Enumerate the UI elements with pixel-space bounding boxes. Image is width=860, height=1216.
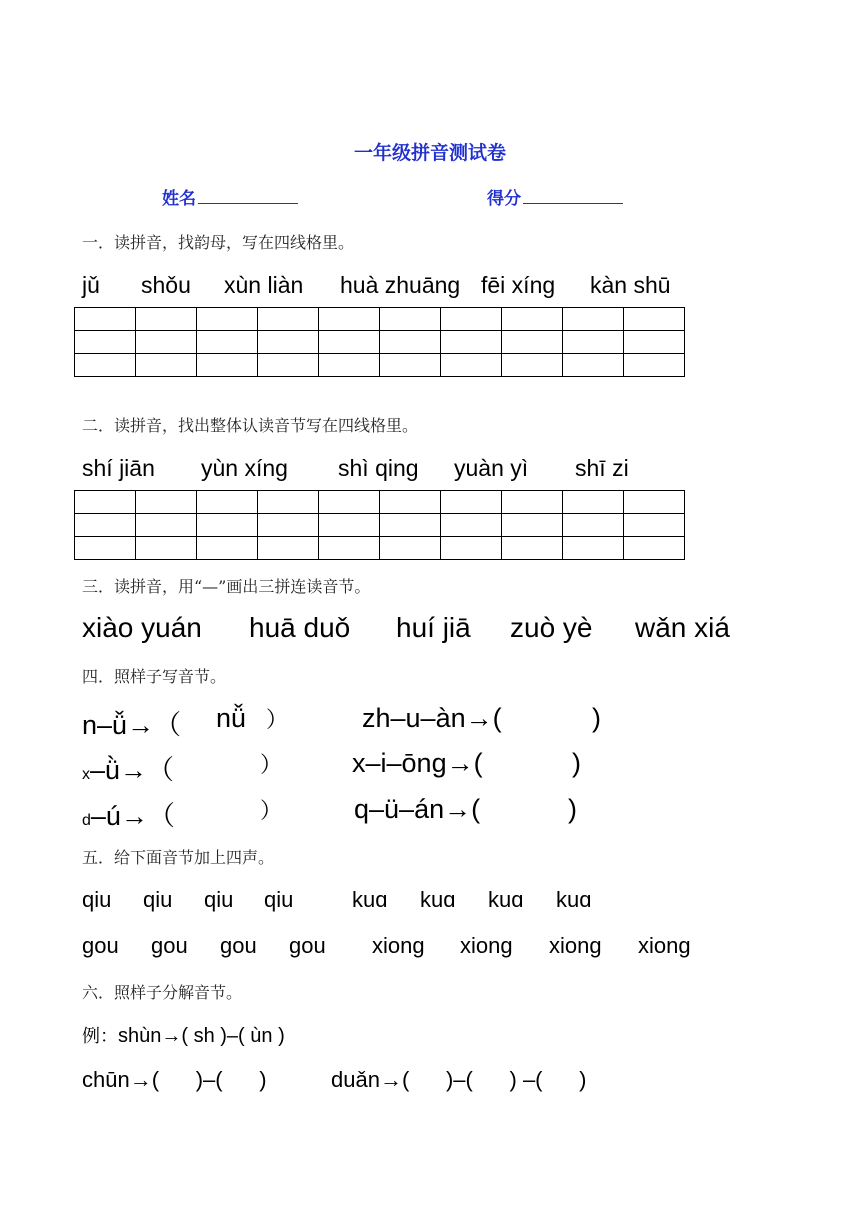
grid-cell[interactable]: [258, 308, 319, 331]
grid-cell[interactable]: [75, 354, 136, 377]
name-field[interactable]: [162, 184, 298, 209]
four-line-grid-1[interactable]: [74, 307, 685, 377]
grid-cell[interactable]: [319, 354, 380, 377]
s6-example-text: shùn→( sh )–( ùn ): [118, 1025, 285, 1047]
grid-cell[interactable]: [136, 537, 197, 560]
grid-cell[interactable]: [441, 537, 502, 560]
s5-syllable[interactable]: xiong: [638, 933, 691, 958]
s4-row3-close: ）: [260, 798, 283, 823]
s4-prefix: d: [82, 812, 91, 829]
section-2-heading: 二．读拼音，找出整体认读音节写在四线格里。: [82, 416, 419, 435]
s1-word: xùn liàn: [224, 272, 304, 298]
s4-row3-right: q–ü–án→(: [354, 794, 481, 824]
grid-cell[interactable]: [197, 354, 258, 377]
s2-word: shí jiān: [82, 455, 155, 481]
s5-syllable[interactable]: kuɑ: [488, 887, 524, 912]
grid-cell[interactable]: [624, 537, 685, 560]
grid-cell[interactable]: [563, 491, 624, 514]
grid-cell[interactable]: [197, 331, 258, 354]
grid-cell[interactable]: [563, 354, 624, 377]
grid-cell[interactable]: [75, 537, 136, 560]
grid-cell[interactable]: [319, 331, 380, 354]
grid-cell[interactable]: [502, 331, 563, 354]
s5-syllable[interactable]: qiu: [143, 887, 173, 912]
s5-syllable[interactable]: xiong: [549, 933, 602, 958]
s6-example-label: 例：: [82, 1026, 118, 1047]
grid-cell[interactable]: [258, 354, 319, 377]
grid-cell[interactable]: [441, 491, 502, 514]
grid-cell[interactable]: [380, 491, 441, 514]
s5-syllable[interactable]: kuɑ: [556, 887, 592, 912]
grid-cell[interactable]: [136, 491, 197, 514]
s5-syllable[interactable]: kuɑ: [420, 887, 456, 912]
section-5-heading: 五．给下面音节加上四声。: [82, 848, 275, 867]
grid-cell[interactable]: [441, 514, 502, 537]
s3-word[interactable]: huā duǒ: [249, 612, 351, 643]
s5-syllable[interactable]: xiong: [460, 933, 513, 958]
four-line-grid-2[interactable]: [74, 490, 685, 560]
s5-syllable[interactable]: qiu: [82, 887, 112, 912]
grid-cell[interactable]: [502, 354, 563, 377]
s4-row1-close: ）: [266, 707, 289, 732]
grid-cell[interactable]: [75, 308, 136, 331]
grid-cell[interactable]: [136, 514, 197, 537]
score-field[interactable]: [487, 184, 623, 209]
s3-word[interactable]: zuò yè: [510, 612, 593, 643]
grid-cell[interactable]: [502, 308, 563, 331]
s2-word: shì qing: [338, 455, 419, 481]
grid-cell[interactable]: [197, 514, 258, 537]
s4-prefix: n–: [82, 710, 113, 740]
grid-cell[interactable]: [136, 354, 197, 377]
grid-cell[interactable]: [319, 514, 380, 537]
s3-word[interactable]: huí jiā: [396, 612, 471, 643]
s4-row2-right: x–i–ōng→(: [352, 748, 483, 778]
s5-syllable[interactable]: gou: [151, 933, 188, 958]
s4-rest: ǚ→（: [112, 710, 182, 740]
grid-cell[interactable]: [319, 308, 380, 331]
grid-cell[interactable]: [502, 514, 563, 537]
grid-cell[interactable]: [319, 537, 380, 560]
s2-word: yuàn yì: [454, 455, 529, 481]
grid-cell[interactable]: [75, 491, 136, 514]
s1-word: jǔ: [82, 272, 100, 298]
s4-rest: –ú→（: [90, 801, 175, 831]
grid-cell[interactable]: [197, 537, 258, 560]
grid-cell[interactable]: [75, 514, 136, 537]
grid-cell[interactable]: [319, 491, 380, 514]
grid-cell[interactable]: [502, 491, 563, 514]
grid-cell[interactable]: [380, 354, 441, 377]
name-blank[interactable]: [198, 187, 298, 204]
s2-word: yùn xíng: [201, 455, 288, 481]
s4-rest: –ǜ→（: [90, 755, 175, 785]
grid-cell[interactable]: [624, 514, 685, 537]
s4-row2-left: [82, 748, 174, 787]
grid-cell[interactable]: [624, 331, 685, 354]
grid-cell[interactable]: [75, 331, 136, 354]
s3-word[interactable]: wǎn xiá: [635, 612, 730, 643]
grid-cell[interactable]: [136, 331, 197, 354]
score-blank[interactable]: [523, 187, 623, 204]
s5-syllable[interactable]: xiong: [372, 933, 425, 958]
grid-cell[interactable]: [563, 537, 624, 560]
s6-question-2[interactable]: duǎn→( )–( ) –( ): [331, 1067, 587, 1092]
grid-cell[interactable]: [380, 537, 441, 560]
s3-word[interactable]: xiào yuán: [82, 612, 202, 643]
score-label: 得分: [487, 189, 521, 209]
grid-cell[interactable]: [197, 308, 258, 331]
s4-row1-right: zh–u–àn→(: [362, 703, 502, 733]
s5-syllable[interactable]: gou: [220, 933, 257, 958]
s2-word: shī zi: [575, 455, 629, 481]
section-3-heading: 三．读拼音，用“—”画出三拼连读音节。: [82, 577, 371, 596]
s4-row1-left: [82, 703, 181, 742]
grid-cell[interactable]: [380, 308, 441, 331]
grid-cell[interactable]: [502, 537, 563, 560]
s4-row1-right-close: ): [592, 703, 601, 733]
grid-cell[interactable]: [624, 354, 685, 377]
s6-question-1[interactable]: chūn→( )–( ): [82, 1067, 267, 1092]
s6-example: [82, 1022, 285, 1048]
grid-cell[interactable]: [624, 308, 685, 331]
grid-cell[interactable]: [441, 354, 502, 377]
section-1-heading: 一．读拼音，找韵母，写在四线格里。: [82, 233, 355, 252]
s4-row1-answer[interactable]: nǚ: [216, 703, 247, 733]
s1-word: huà zhuāng: [340, 272, 461, 298]
s5-syllable[interactable]: gou: [82, 933, 119, 958]
grid-cell[interactable]: [563, 308, 624, 331]
name-label: 姓名: [162, 189, 196, 209]
grid-cell[interactable]: [258, 514, 319, 537]
grid-cell[interactable]: [380, 514, 441, 537]
s1-word: fēi xíng: [481, 272, 556, 298]
section-6-heading: 六．照样子分解音节。: [82, 983, 243, 1002]
s1-word: kàn shū: [590, 272, 671, 298]
s5-syllable[interactable]: gou: [289, 933, 326, 958]
section-4-heading: 四．照样子写音节。: [82, 667, 227, 686]
s4-row2-close: ）: [260, 752, 283, 777]
page-title: 一年级拼音测试卷: [353, 142, 506, 164]
grid-cell[interactable]: [258, 491, 319, 514]
grid-cell[interactable]: [258, 537, 319, 560]
grid-cell[interactable]: [197, 491, 258, 514]
s1-word: shǒu: [141, 272, 191, 298]
grid-cell[interactable]: [563, 331, 624, 354]
s4-row3-right-close: ): [568, 794, 577, 824]
grid-cell[interactable]: [563, 514, 624, 537]
s5-syllable[interactable]: kuɑ: [352, 887, 388, 912]
grid-cell[interactable]: [624, 491, 685, 514]
grid-cell[interactable]: [441, 331, 502, 354]
s4-row3-left: [82, 794, 175, 833]
s4-prefix: x: [82, 766, 90, 783]
grid-cell[interactable]: [136, 308, 197, 331]
grid-cell[interactable]: [441, 308, 502, 331]
grid-cell[interactable]: [258, 331, 319, 354]
s5-syllable[interactable]: qiu: [204, 887, 234, 912]
s4-row2-right-close: ): [572, 748, 581, 778]
s5-syllable[interactable]: qiu: [264, 887, 294, 912]
grid-cell[interactable]: [380, 331, 441, 354]
